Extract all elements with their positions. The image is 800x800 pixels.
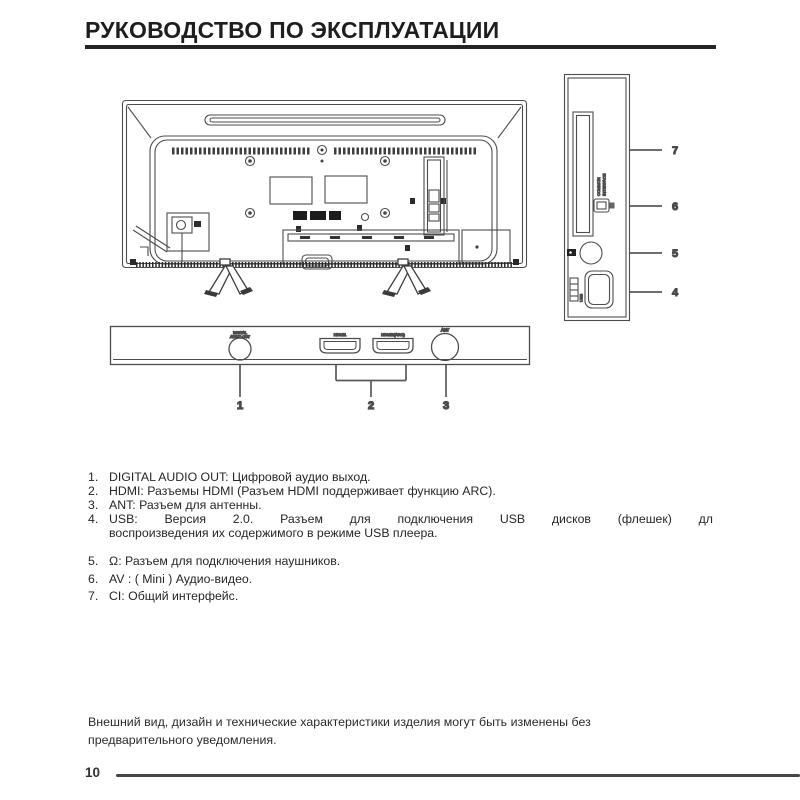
legend-item-number: 2.: [88, 484, 99, 499]
legend-item-7: [88, 590, 716, 604]
usb-port-label: USB: [578, 293, 584, 302]
legend-item-number: 4.: [88, 512, 99, 527]
callout-7: 7: [672, 145, 679, 157]
disclaimer-line-1: Внешний вид, дизайн и технические характеристики изделия могут быть изменены без: [88, 715, 591, 729]
corner-mark-left: [130, 259, 136, 265]
callout-1: 1: [237, 400, 244, 412]
side-callout-lines: [630, 150, 662, 292]
rating-label-right: [325, 176, 367, 203]
legend-item-4: [88, 513, 716, 540]
top-handle-slot: [205, 115, 445, 125]
corner-mark-right: [513, 259, 519, 265]
vesa-screw-holes: [246, 157, 390, 221]
legend-item-text: HDMI: Разъемы HDMI (Разъем HDMI поддерживает функцию ARC).: [109, 484, 496, 499]
digital-audio-out-label: DIGITAL: [233, 331, 247, 335]
mini-av-jack: [594, 199, 615, 212]
legend-item-4-line2: воспроизведения их содержимого в режиме USB плеера.: [109, 525, 438, 540]
top-handle-slot-inner: [210, 118, 440, 122]
page-title: РУКОВОДСТВО ПО ЭКСПЛУАТАЦИИ: [85, 17, 500, 43]
side-panel-view: [565, 75, 680, 321]
disclaimer-line-2: предварительного уведомления.: [88, 732, 277, 747]
usb-port: [570, 271, 613, 308]
side-connector-recess: [424, 157, 447, 235]
rating-label-left: [270, 177, 312, 204]
legend-item-number: 6.: [88, 571, 99, 586]
hdmi2-arc-port: [373, 332, 413, 353]
hdmi1-label: HDMI1: [333, 332, 347, 337]
bottom-callout-lines: [240, 365, 446, 397]
disclaimer-note: [88, 714, 728, 749]
headphone-jack: [567, 242, 602, 264]
legend-item-text: DIGITAL AUDIO OUT: Цифровой аудио выход.: [109, 470, 371, 484]
legend-item-6: [88, 573, 716, 587]
legend-item-number: 7.: [88, 588, 99, 603]
hdmi1-port: [320, 332, 360, 353]
legend-item-text: Ω: Разъем для подключения наушников.: [109, 554, 341, 569]
hdmi2-arc-label: HDMI2(ARC): [381, 332, 405, 337]
legend-item-text: AV : ( Mini ) Аудио-видео.: [109, 571, 253, 586]
legend-item-4-line1: USB: Версия 2.0. Разъем для подключения USB дисков (флешек) дл: [109, 512, 713, 527]
legend-item-3: [88, 499, 716, 513]
bottom-panel-view: [111, 327, 530, 413]
screw-center: [321, 149, 324, 152]
rear-connector-strip: [293, 211, 341, 220]
digital-audio-out-jack: [229, 331, 251, 360]
callout-6: 6: [672, 201, 679, 213]
callout-3: 3: [443, 400, 450, 412]
callout-2: 2: [368, 400, 375, 412]
bottom-grille-ticks: [300, 236, 434, 239]
legend-item-number: 5.: [88, 554, 99, 569]
screw-center: [321, 160, 324, 163]
left-corner-lines: [133, 226, 170, 256]
digital-audio-out-label-2: AUDIO OUT: [230, 335, 250, 339]
callout-4: 4: [672, 287, 679, 299]
ci-slot-label-2: INTERFACE: [601, 173, 607, 196]
callout-5: 5: [672, 248, 679, 260]
legend-item-5: [88, 555, 716, 569]
legend-item-2: [88, 485, 716, 499]
screw-center: [475, 245, 478, 248]
tv-rear-view: [123, 101, 527, 298]
legend-item-number: 3.: [88, 498, 99, 513]
ci-slot-inner: [577, 116, 590, 233]
legend-item-text: CI: Общий интерфейс.: [109, 588, 239, 603]
page-number: 10: [85, 765, 101, 780]
legend-item-text: ANT: Разъем для антенны.: [109, 498, 262, 513]
legend-item-1: [88, 471, 716, 485]
antenna-label: ANT: [440, 327, 450, 333]
legend-item-number: 1.: [88, 470, 99, 484]
legend-item-text: [109, 513, 716, 540]
antenna-jack: [432, 328, 459, 361]
ci-slot-label: COMMON: [596, 177, 601, 196]
connector-legend: [88, 471, 716, 607]
footer-rule: [116, 774, 800, 777]
bottom-compartment-right: [462, 230, 510, 263]
power-connector-box: [167, 213, 209, 262]
